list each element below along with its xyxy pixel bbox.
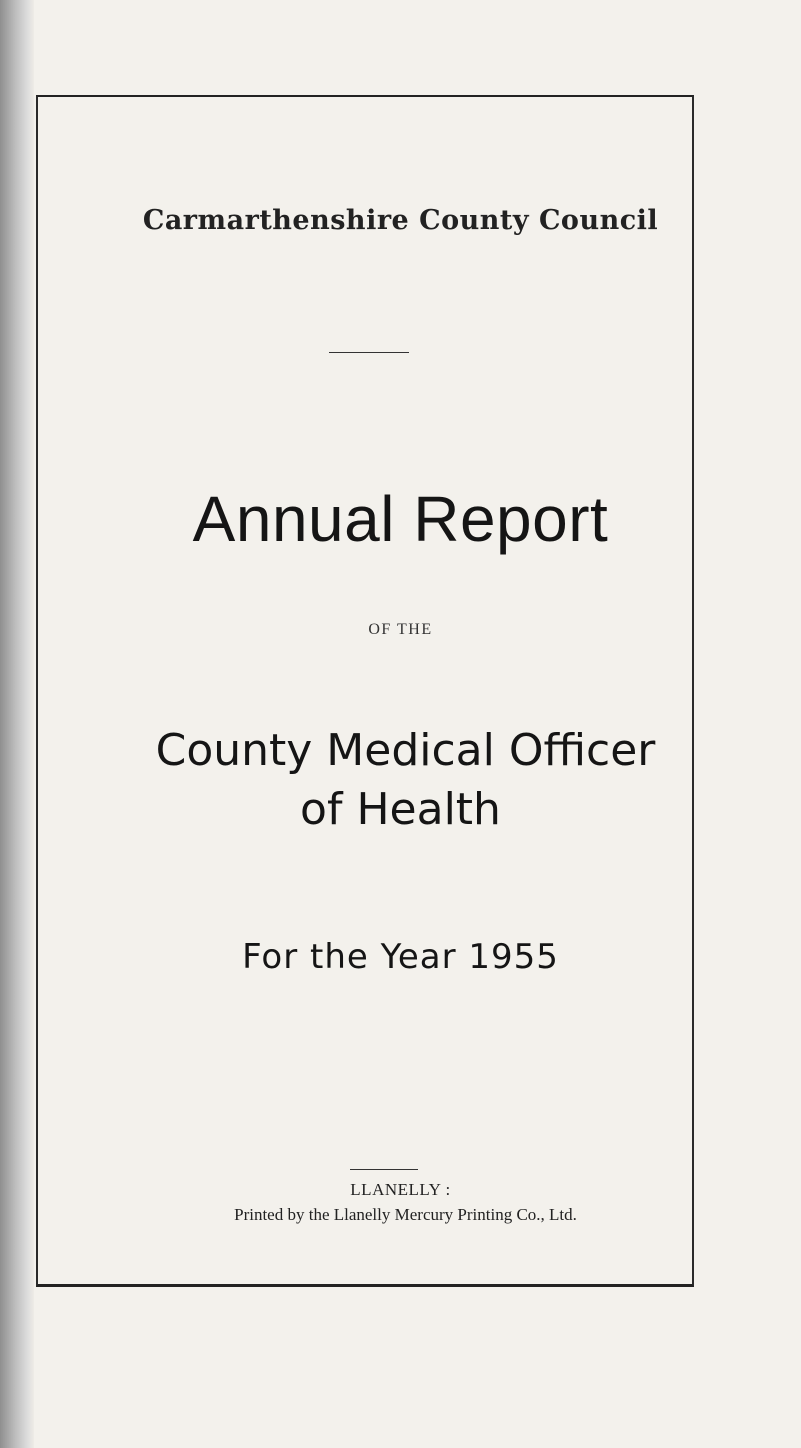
council-name: Carmarthenshire County Council bbox=[142, 205, 659, 236]
imprint-place: LLANELLY : bbox=[350, 1180, 451, 1199]
imprint-rule bbox=[350, 1169, 418, 1170]
officer-title-line1: County Medical Officer bbox=[155, 725, 656, 776]
printer-imprint: Printed by the Llanelly Mercury Printing Co., Ltd. bbox=[234, 1205, 577, 1224]
divider-rule bbox=[329, 352, 409, 353]
cover-border-frame bbox=[36, 95, 694, 1287]
officer-title-line2: of Health bbox=[300, 784, 501, 835]
of-the-label: OF THE bbox=[368, 621, 433, 638]
report-title: Annual Report bbox=[192, 483, 609, 555]
report-year: For the Year 1955 bbox=[242, 937, 559, 977]
